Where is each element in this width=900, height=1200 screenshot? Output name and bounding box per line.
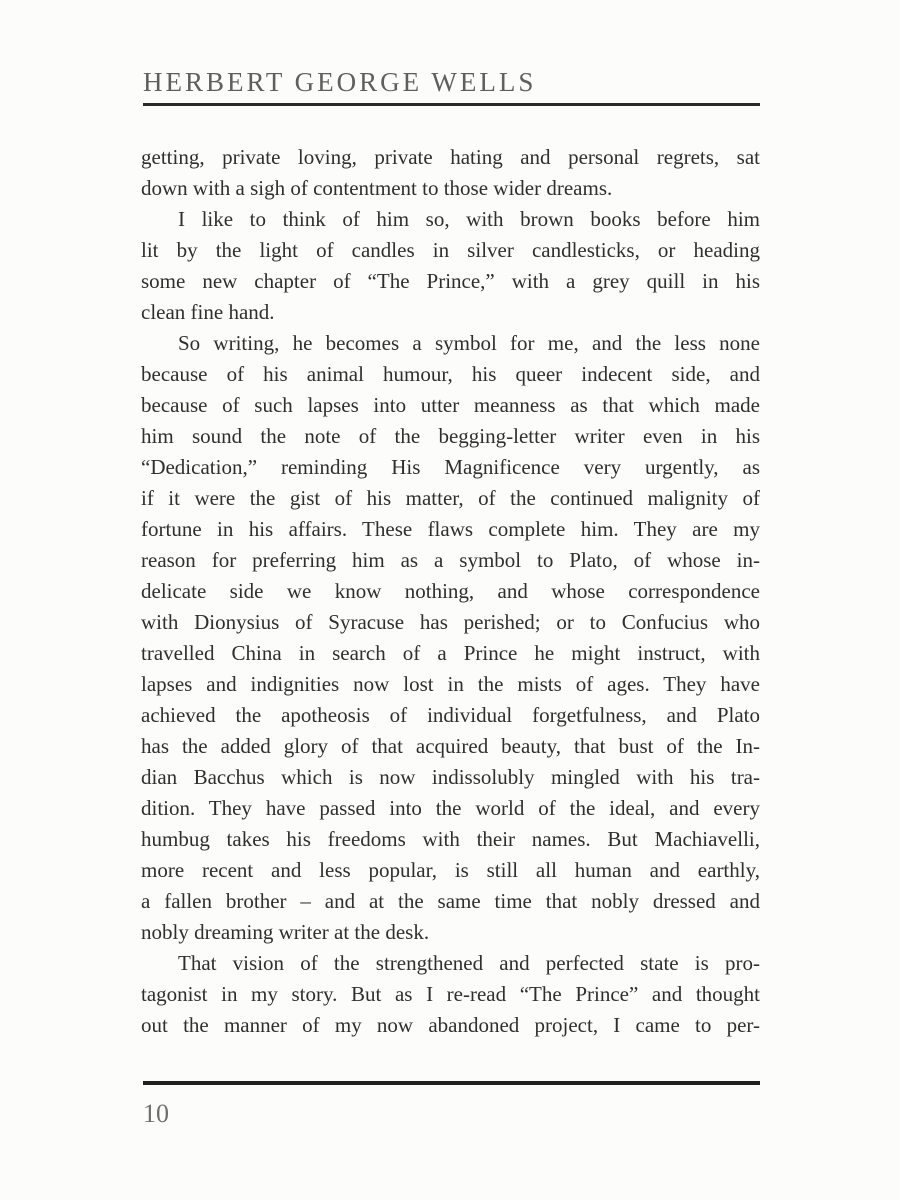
author-running-head: HERBERT GEORGE WELLS xyxy=(143,67,537,97)
text-line: out the manner of my now abandoned project, I came to per- xyxy=(141,1013,760,1037)
footer-rule xyxy=(143,1081,760,1085)
text-line: lapses and indignities now lost in the mists of ages. They have xyxy=(141,672,760,696)
text-line: fortune in his affairs. These flaws complete him. They are my xyxy=(141,517,760,541)
text-line: dition. They have passed into the world of the ideal, and every xyxy=(141,796,760,820)
text-line: has the added glory of that acquired beauty, that bust of the In- xyxy=(141,734,760,758)
text-line: I like to think of him so, with brown books before him xyxy=(178,207,760,231)
text-line: getting, private loving, private hating and personal regrets, sat xyxy=(141,145,760,169)
text-line: because of his animal humour, his queer indecent side, and xyxy=(141,362,760,386)
text-line: That vision of the strengthened and perfected state is pro- xyxy=(178,951,760,975)
text-line: some new chapter of “The Prince,” with a grey quill in his xyxy=(141,269,760,293)
text-line: clean fine hand. xyxy=(141,300,275,324)
text-line: tagonist in my story. But as I re-read “The Prince” and thought xyxy=(141,982,760,1006)
text-line: nobly dreaming writer at the desk. xyxy=(141,920,430,944)
text-line: delicate side we know nothing, and whose correspondence xyxy=(141,579,760,603)
page-number: 10 xyxy=(143,1099,169,1128)
text-line: because of such lapses into utter meanness as that which made xyxy=(141,393,760,417)
text-line: “Dedication,” reminding His Magnificence very urgently, as xyxy=(141,455,760,479)
text-line: down with a sigh of contentment to those wider dreams. xyxy=(141,176,613,200)
text-line: So writing, he becomes a symbol for me, and the less none xyxy=(178,331,760,355)
text-line: more recent and less popular, is still all human and earthly, xyxy=(141,858,760,882)
text-line: reason for preferring him as a symbol to Plato, of whose in- xyxy=(141,548,760,572)
page-footer xyxy=(143,1081,760,1129)
body-text xyxy=(141,142,760,1041)
page-header xyxy=(143,66,760,106)
text-line: if it were the gist of his matter, of the continued malignity of xyxy=(141,486,760,510)
text-line: humbug takes his freedoms with their names. But Machiavelli, xyxy=(141,827,760,851)
text-line: travelled China in search of a Prince he might instruct, with xyxy=(141,641,760,665)
text-line: lit by the light of candles in silver candlesticks, or heading xyxy=(141,238,760,262)
text-line: him sound the note of the begging-letter writer even in his xyxy=(141,424,760,448)
text-line: dian Bacchus which is now indissolubly mingled with his tra- xyxy=(141,765,760,789)
text-line: achieved the apotheosis of individual forgetfulness, and Plato xyxy=(141,703,760,727)
header-rule xyxy=(143,103,760,106)
text-line: with Dionysius of Syracuse has perished; or to Confucius who xyxy=(141,610,760,634)
text-line: a fallen brother – and at the same time that nobly dressed and xyxy=(141,889,760,913)
